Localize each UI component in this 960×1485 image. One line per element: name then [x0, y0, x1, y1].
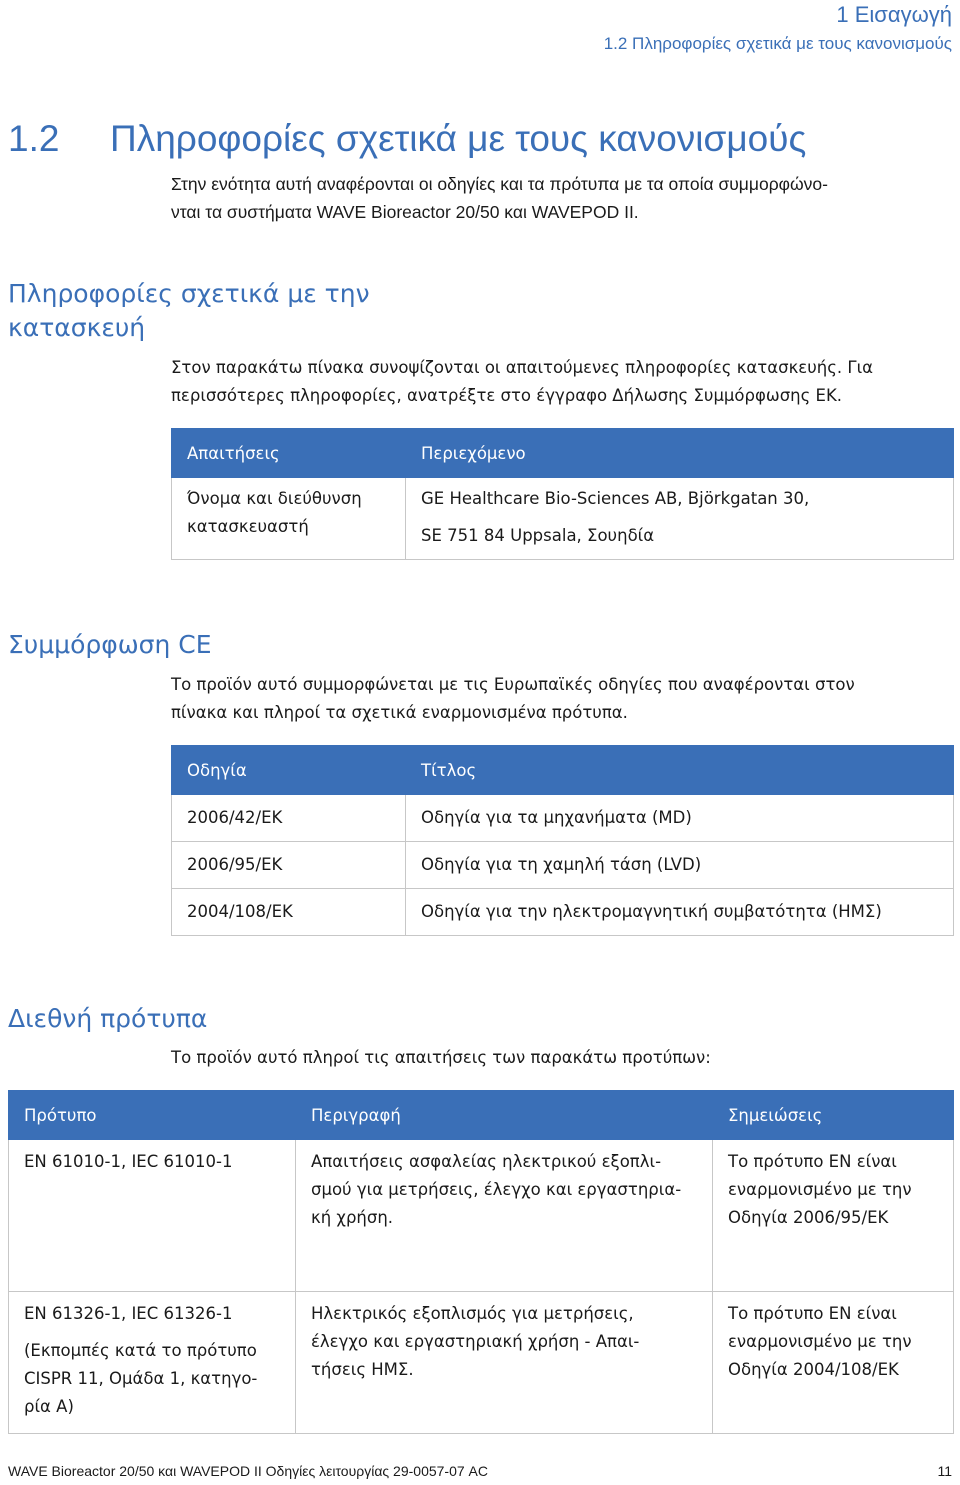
- section-intro-line: Στην ενότητα αυτή αναφέρονται οι οδηγίες και τα πρότυπα με τα οποία συμμορφώνο-: [171, 174, 828, 194]
- column-header: Τίτλος: [406, 746, 954, 795]
- title-cell: Οδηγία για τα μηχανήματα (MD): [406, 795, 954, 842]
- footer-page-number: 11: [937, 1463, 952, 1479]
- notes-cell: [713, 1292, 954, 1434]
- section-title: [8, 118, 806, 160]
- cell-line: Οδηγία 2006/95/ΕΚ: [728, 1208, 889, 1227]
- description-cell: [296, 1292, 713, 1434]
- section-intro-line: νται τα συστήματα WAVE Bioreactor 20/50 και WAVEPOD II.: [171, 202, 639, 222]
- cell-line: Όνομα και διεύθυνση: [187, 489, 362, 508]
- cell-line: εναρμονισμένο με την: [728, 1180, 912, 1199]
- notes-cell: [713, 1140, 954, 1292]
- cell-line: τήσεις ΗΜΣ.: [311, 1360, 414, 1379]
- section-intro: [171, 170, 954, 226]
- cell-line: εναρμονισμένο με την: [728, 1332, 912, 1351]
- manufacturing-heading-line: Πληροφορίες σχετικά με την: [8, 279, 370, 308]
- standard-cell: [9, 1140, 296, 1292]
- ce-text-line: Το προϊόν αυτό συμμορφώνεται με τις Ευρωπαϊκές οδηγίες που αναφέρονται στον: [171, 675, 855, 694]
- standard-cell: [9, 1292, 296, 1434]
- directive-cell: 2004/108/ΕΚ: [172, 889, 406, 936]
- cell-line: (Εκπομπές κατά το πρότυπο: [24, 1341, 257, 1360]
- table-row: [9, 1292, 954, 1434]
- standards-heading: Διεθνή πρότυπα: [8, 1004, 208, 1033]
- running-head-section: 1.2 Πληροφορίες σχετικά με τους κανονισμούς: [603, 34, 952, 53]
- standards-table: [8, 1090, 954, 1434]
- cell-line: σμού για μετρήσεις, έλεγχο και εργαστηρια-: [311, 1180, 682, 1199]
- directives-table: [171, 745, 954, 936]
- section-title-text: Πληροφορίες σχετικά με τους κανονισμούς: [110, 118, 807, 159]
- manufacturing-text: [171, 354, 954, 410]
- cell-line: Οδηγία 2004/108/ΕΚ: [728, 1360, 899, 1379]
- manufacturing-heading-line: κατασκευή: [8, 313, 146, 342]
- cell-line: Το πρότυπο EN είναι: [728, 1152, 897, 1171]
- table-row: [172, 478, 954, 560]
- cell-line: έλεγχο και εργαστηριακή χρήση - Απαι-: [311, 1332, 640, 1351]
- description-cell: [296, 1140, 713, 1292]
- section-number: 1.2: [8, 118, 60, 159]
- cell-line: GE Healthcare Bio-Sciences AB, Björkgatan 30,: [421, 489, 810, 508]
- footer-document-title: WAVE Bioreactor 20/50 και WAVEPOD II Οδηγίες λειτουργίας 29-0057-07 AC: [8, 1463, 489, 1479]
- cell-line: SE 751 84 Uppsala, Σουηδία: [421, 526, 655, 545]
- directive-cell: 2006/42/ΕΚ: [172, 795, 406, 842]
- table-row: [172, 795, 954, 842]
- table-cell: [172, 478, 406, 560]
- column-header: Σημειώσεις: [713, 1091, 954, 1140]
- table-header-row: [172, 429, 954, 478]
- column-header: Περιεχόμενο: [406, 429, 954, 478]
- cell-line: κατασκευαστή: [187, 517, 309, 536]
- cell-line: κή χρήση.: [311, 1208, 394, 1227]
- cell-line: CISPR 11, Ομάδα 1, κατηγο-: [24, 1369, 258, 1388]
- running-head-chapter: 1 Εισαγωγή: [836, 2, 952, 27]
- cell-line: EN 61326-1, IEC 61326-1: [24, 1304, 233, 1323]
- column-header: Οδηγία: [172, 746, 406, 795]
- cell-line: EN 61010-1, IEC 61010-1: [24, 1152, 233, 1171]
- cell-paragraph: [24, 1337, 295, 1421]
- cell-line: Απαιτήσεις ασφαλείας ηλεκτρικού εξοπλι-: [311, 1152, 662, 1171]
- table-header-row: [172, 746, 954, 795]
- manufacturing-heading: [8, 277, 370, 345]
- table-row: [172, 889, 954, 936]
- table-header-row: [9, 1091, 954, 1140]
- ce-text-line: πίνακα και πληροί τα σχετικά εναρμονισμένα πρότυπα.: [171, 703, 628, 722]
- table-row: [9, 1140, 954, 1292]
- cell-line: Ηλεκτρικός εξοπλισμός για μετρήσεις,: [311, 1304, 634, 1323]
- directive-cell: 2006/95/ΕΚ: [172, 842, 406, 889]
- column-header: Πρότυπο: [9, 1091, 296, 1140]
- manufacturing-text-line: Στον παρακάτω πίνακα συνοψίζονται οι απαιτούμενες πληροφορίες κατασκευής. Για: [171, 358, 874, 377]
- cell-line: Το πρότυπο EN είναι: [728, 1304, 897, 1323]
- column-header: Απαιτήσεις: [172, 429, 406, 478]
- manufacturing-text-line: περισσότερες πληροφορίες, ανατρέξτε στο έγγραφο Δήλωσης Συμμόρφωσης ΕΚ.: [171, 386, 843, 405]
- column-header: Περιγραφή: [296, 1091, 713, 1140]
- ce-text: [171, 671, 954, 727]
- table-cell: [406, 478, 954, 560]
- table-row: [172, 842, 954, 889]
- title-cell: Οδηγία για την ηλεκτρομαγνητική συμβατότητα (ΗΜΣ): [406, 889, 954, 936]
- title-cell: Οδηγία για τη χαμηλή τάση (LVD): [406, 842, 954, 889]
- cell-line: ρία A): [24, 1397, 74, 1416]
- ce-heading: Συμμόρφωση CE: [8, 630, 212, 659]
- standards-text: Το προϊόν αυτό πληροί τις απαιτήσεις των παρακάτω προτύπων:: [171, 1048, 711, 1067]
- manufacturer-table: [171, 428, 954, 560]
